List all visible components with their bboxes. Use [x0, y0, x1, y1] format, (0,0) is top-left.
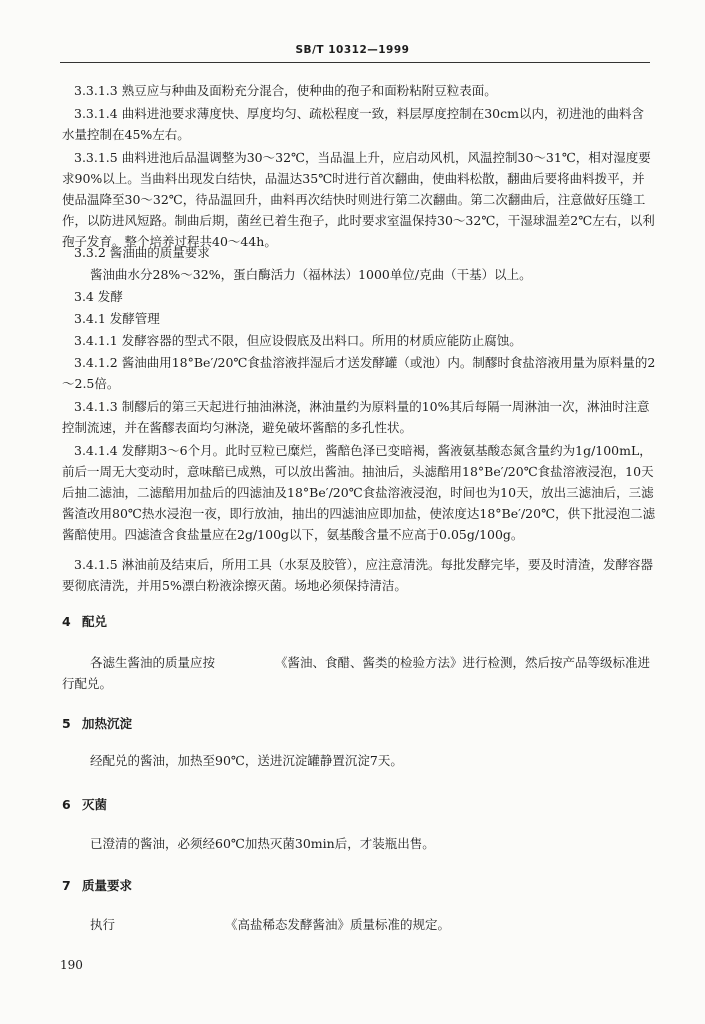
section-4-text-b: 《酱油、食醋、酱类的检验方法》进行检测，然后按产品等级标准进行配兑。 [62, 655, 651, 691]
clause-3-4-1-1: 3.4.1.1 发酵容器的型式不限，但应设假底及出料口。所用的材质应能防止腐蚀。 [74, 333, 522, 348]
section-5-text: 经配兑的酱油，加热至90℃，送进沉淀罐静置沉淀7天。 [90, 753, 403, 768]
section-4-heading [62, 612, 107, 630]
clause-3-4-1-5: 3.4.1.5 淋油前及结束后，所用工具（水泵及胶管），应注意清洗。每批发酵完毕，要及时清渣，发酵容器要彻底清洗，并用5%漂白粉液涂擦灭菌。场地必须保持清洁。 [62, 557, 653, 593]
clause-3-4-1-heading: 3.4.1 发酵管理 [74, 311, 160, 326]
section-5-title: 加热沉淀 [82, 716, 133, 731]
standard-code-header: SB/T 10312—1999 [295, 44, 410, 56]
section-4-number: 4 [62, 614, 71, 629]
clause-3-3-2-heading: 3.3.2 酱油曲的质量要求 [74, 245, 210, 260]
section-5-heading [62, 714, 132, 732]
section-7-title: 质量要求 [82, 878, 133, 893]
clause-3-4-1-4: 3.4.1.4 发酵期3～6个月。此时豆粒已糜烂，酱醅色泽已变暗褐，酱液氨基酸态氮含量约为1g/100mL，前后一周无大变动时，意味醅已成熟，可以放出酱油。抽油后，头滤醅用18°Be′/20℃食盐溶液浸泡，10天后抽二滤油，二滤醅用加盐后的四滤油及18°Be′/20℃食盐溶液浸泡，时间也为10天，放出三滤油后，三滤酱渣改用80℃热水浸泡一夜，即行放油，抽出的四滤油应即加盐，使浓度达18°Be′/20℃，供下批浸泡二滤酱醅使用。四滤渣含食盐量应在2g/100g以下，氨基酸含量不应高于0.05g/100g。 [62, 443, 656, 542]
clause-3-3-1-4: 3.3.1.4 曲料进池要求薄度快、厚度均匀、疏松程度一致，料层厚度控制在30cm以内，初进池的曲料含水量控制在45%左右。 [62, 106, 644, 142]
section-7-number: 7 [62, 878, 71, 893]
clause-3-3-2-text: 酱油曲水分28%～32%，蛋白酶活力（福林法）1000单位/克曲（干基）以上。 [90, 267, 532, 282]
clause-3-4-1-2: 3.4.1.2 酱油曲用18°Be′/20℃食盐溶液拌湿后才送发酵罐（或池）内。制醪时食盐溶液用量为原料量的2～2.5倍。 [62, 355, 656, 391]
section-4-text [62, 652, 656, 694]
section-4-text-a: 各滤生酱油的质量应按 [90, 655, 216, 670]
section-6-heading [62, 795, 107, 813]
header-rule [60, 62, 650, 63]
clause-3-4-heading: 3.4 发酵 [74, 289, 123, 304]
section-6-number: 6 [62, 797, 71, 812]
section-7-text-b: 《高盐稀态发酵酱油》质量标准的规定。 [225, 917, 451, 932]
page-number: 190 [60, 958, 83, 972]
section-5-number: 5 [62, 716, 71, 731]
clause-3-3-1-5: 3.3.1.5 曲料进池后品温调整为30～32℃，当品温上升，应启动风机，风温控制30～31℃，相对湿度要求90%以上。当曲料出现发白结快，品温达35℃时进行首次翻曲，使曲料松散，翻曲后要将曲料拨平，并使品温降至30～32℃，待品温回升，曲料再次结快时则进行第二次翻曲。第二次翻曲后，注意做好压缝工作，以防进风短路。制曲后期，菌丝已着生孢子，此时要求室温保持30～32℃，干湿球温差2℃左右，以利孢子发育。整个培养过程共40～44h。 [62, 150, 655, 249]
clause-3-3-1-3: 3.3.1.3 熟豆应与种曲及面粉充分混合，使种曲的孢子和面粉粘附豆粒表面。 [74, 83, 497, 98]
section-7-text [62, 914, 656, 935]
section-7-heading [62, 876, 132, 894]
section-6-title: 灭菌 [82, 797, 108, 812]
clause-3-4-1-3: 3.4.1.3 制醪后的第三天起进行抽油淋浇，淋油量约为原料量的10%其后每隔一周淋油一次，淋油时注意控制流速，并在酱醪表面均匀淋浇，避免破坏酱醅的多孔性状。 [62, 399, 650, 435]
section-4-title: 配兑 [82, 614, 108, 629]
section-6-text: 已澄清的酱油，必须经60℃加热灭菌30min后，才装瓶出售。 [90, 836, 435, 851]
section-7-text-a: 执行 [90, 917, 116, 932]
